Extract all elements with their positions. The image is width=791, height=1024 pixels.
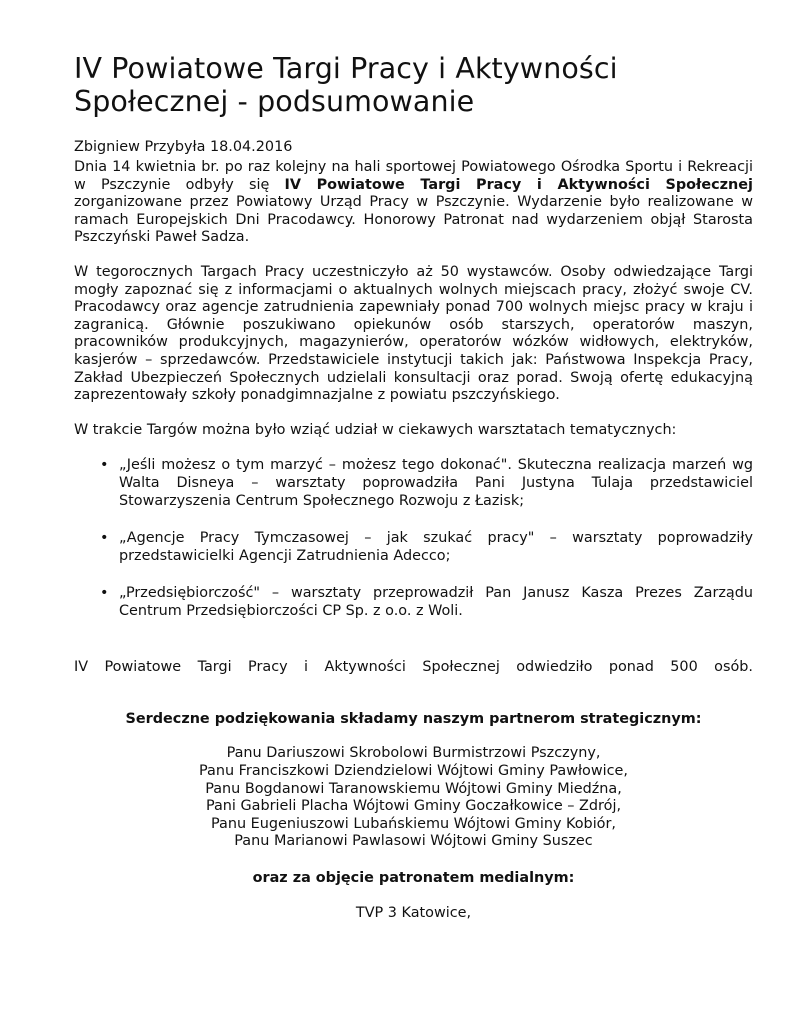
intro-text-start: Dnia 14 kwietnia br. po raz kolejny na hali sportowej Powiatowego Ośrodka Sportu i Rekreacji w Pszczynie odbyły się [74,159,753,193]
bullet-icon: • [100,530,109,547]
intro-event-name: IV Powiatowe Targi Pracy i Aktywności Społecznej [284,176,753,193]
workshop-text: „Agencje Pracy Tymczasowej – jak szukać pracy" – warsztaty poprowadziły przedstawicielki Agencji Zatrudnienia Adecco; [119,530,753,564]
list-item [74,457,753,510]
partner-line: Panu Marianowi Pawlasowi Wójtowi Gminy Suszec [234,833,593,850]
workshops-list [74,457,753,620]
partner-line: Panu Bogdanowi Taranowskiemu Wójtowi Gminy Miedźna, [205,780,622,797]
intro-text-end: zorganizowane przez Powiatowy Urząd Pracy w Pszczynie. Wydarzenie było realizowane w ramach Europejskich Dni Pracodawcy. Honorowy Patronat nad wydarzeniem objął Starosta Pszczyński Paweł Sadza. [74,194,753,246]
exhibitors-paragraph: W tegorocznych Targach Pracy uczestniczyło aż 50 wystawców. Osoby odwiedzające Targi mogły zapoznać się z informacjami o aktualnych wolnych miejscach pracy, złożyć swoje CV. Pracodawcy oraz agencje zatrudnienia zapewniały ponad 700 wolnych miejsc pracy w kraju i zagranicą. Głównie poszukiwano opiekunów osób starszych, operatorów maszyn, pracowników produkcyjnych, magazynierów, operatorów wózków widłowych, elektryków, kasjerów – sprzedawców. Przedstawiciele instytucji takich jak: Państwowa Inspekcja Pracy, Zakład Ubezpieczeń Społecznych udzielali konsultacji oraz porad. Swoją ofertę edukacyjną zaprezentowały szkoły ponadgimnazjalne z powiatu pszczyńskiego. [74,263,753,404]
partner-line: Panu Eugeniuszowi Lubańskiemu Wójtowi Gminy Kobiór, [211,815,616,832]
document-page [74,52,753,922]
partner-line: Panu Franciszkowi Dziendzielowi Wójtowi Gminy Pawłowice, [199,763,628,780]
byline: Zbigniew Przybyła 18.04.2016 [74,139,293,155]
workshop-text: „Jeśli możesz o tym marzyć – możesz tego dokonać". Skuteczna realizacja marzeń wg Walta Disneya – warsztaty poprowadziła Pani Justyna Tulaja przedstawiciel Stowarzyszenia Centrum Społecznego Rozwoju z Łazisk; [119,457,753,509]
partner-line: Panu Dariuszowi Skrobolowi Burmistrzowi Pszczyny, [226,745,601,762]
bullet-icon: • [100,457,109,474]
workshop-text: „Przedsiębiorczość" – warsztaty przeprowadził Pan Janusz Kasza Prezes Zarządu Centrum Przedsiębiorczości CP Sp. z o.o. z Woli. [119,585,753,619]
media-heading: oraz za objęcie patronatem medialnym: [252,870,575,887]
bullet-icon: • [100,585,109,602]
thanks-heading: Serdeczne podziękowania składamy naszym partnerom strategicznym: [125,711,702,728]
partners-list [74,745,753,851]
intro-paragraph [74,159,753,247]
visitors-count-text: IV Powiatowe Targi Pracy i Aktywności Społecznej odwiedziło ponad 500 osób. [74,659,753,676]
partner-line: Pani Gabrieli Placha Wójtowi Gminy Goczałkowice – Zdrój, [205,798,622,815]
workshops-intro: W trakcie Targów można było wziąć udział w ciekawych warsztatach tematycznych: [74,421,677,438]
media-partner: TVP 3 Katowice, [355,905,472,922]
list-item [74,585,753,620]
list-item [74,530,753,565]
page-title: IV Powiatowe Targi Pracy i Aktywności Społecznej - podsumowanie [74,52,618,118]
